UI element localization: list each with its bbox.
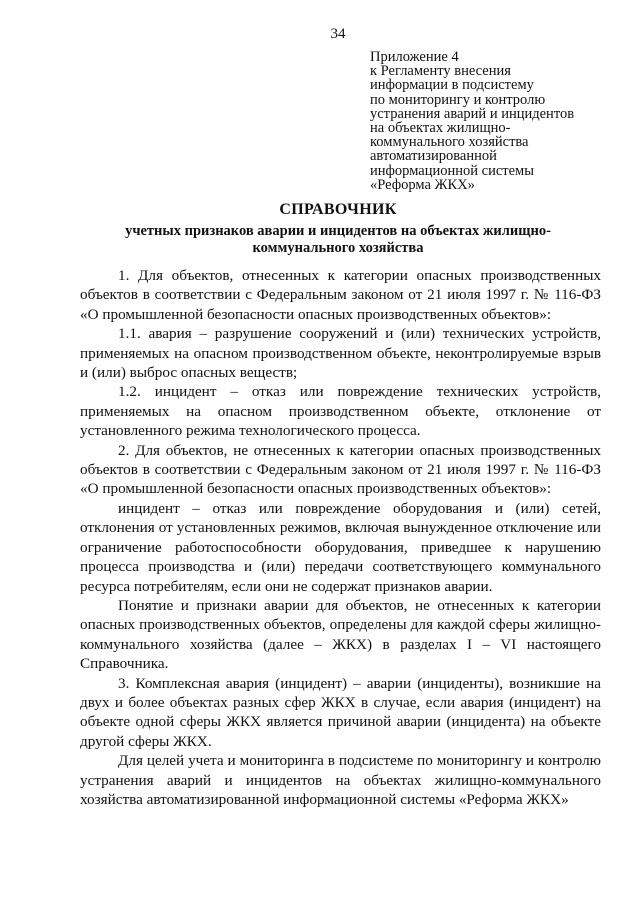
- paragraph: 1.1. авария – разрушение сооружений и (или) технических устройств, применяемых на опасном производственном объекте, неконтролируемые взрыв и (или) выброс опасных веществ;: [80, 325, 601, 382]
- paragraph: 3. Комплексная авария (инцидент) – аварии (инциденты), возникшие на двух и более объектах разных сфер ЖКХ в случае, если авария (инцидент) на объекте одной сферы ЖКХ является причиной аварии (инцидента) на объекте другой сферы ЖКХ.: [80, 674, 601, 750]
- paragraph: Для целей учета и мониторинга в подсистеме по мониторингу и контролю устранения аварий и инцидентов на объектах жилищно-коммунального хозяйства автоматизированной информационной системы «Реформа ЖКХ»: [80, 752, 601, 808]
- page-number: 34: [330, 26, 346, 42]
- document-body: [80, 266, 601, 809]
- subtitle-line: коммунального хозяйства: [252, 240, 424, 256]
- appendix-line: коммунального хозяйства: [370, 134, 529, 151]
- paragraph: инцидент – отказ или повреждение оборудования и (или) сетей, отклонения от установленных режимов, включая вынужденное отключение или ограничение работоспособности оборудования, приведшее к нарушению процесса производства и (или) передачи соответствующего коммунального ресурса потребителям, если они не содержат признаков аварии.: [80, 499, 601, 595]
- paragraph: Понятие и признаки аварии для объектов, не отнесенных к категории опасных производственных объектов, определены для каждой сферы жилищно-коммунального хозяйства (далее – ЖКХ) в разделах I – VI настоящего Справочника.: [80, 596, 601, 673]
- paragraph: 2. Для объектов, не отнесенных к категории опасных производственных объектов в соответствии с Федеральным законом от 21 июля 1997 г. № 116-ФЗ «О промышленной безопасности опасных производственных объектов»:: [80, 441, 601, 498]
- paragraph: 1.2. инцидент – отказ или повреждение технических устройств, применяемых на опасном производственном объекте, отклонение от установленного режима технологического процесса.: [80, 383, 601, 440]
- appendix-line: по мониторингу и контролю: [370, 91, 546, 108]
- appendix-line: Приложение 4: [370, 49, 459, 65]
- appendix-line: устранения аварий и инцидентов: [370, 105, 575, 122]
- appendix-line: к Регламенту внесения: [370, 63, 511, 80]
- document-title: СПРАВОЧНИК: [279, 201, 397, 218]
- subtitle-line: учетных признаков аварии и инцидентов на объектах жилищно-: [125, 223, 551, 239]
- appendix-line: на объектах жилищно-: [370, 120, 511, 137]
- appendix-line: «Реформа ЖКХ»: [370, 176, 475, 193]
- appendix-line: информации в подсистему: [370, 77, 534, 94]
- appendix-line: информационной системы: [370, 162, 534, 179]
- appendix-line: автоматизированной: [370, 148, 497, 165]
- paragraph: 1. Для объектов, отнесенных к категории опасных производственных объектов в соответствии с Федеральным законом от 21 июля 1997 г. № 116-ФЗ «О промышленной безопасности опасных производственных объектов»:: [80, 267, 601, 323]
- document-subtitle: [0, 223, 640, 257]
- appendix-reference: [370, 50, 630, 192]
